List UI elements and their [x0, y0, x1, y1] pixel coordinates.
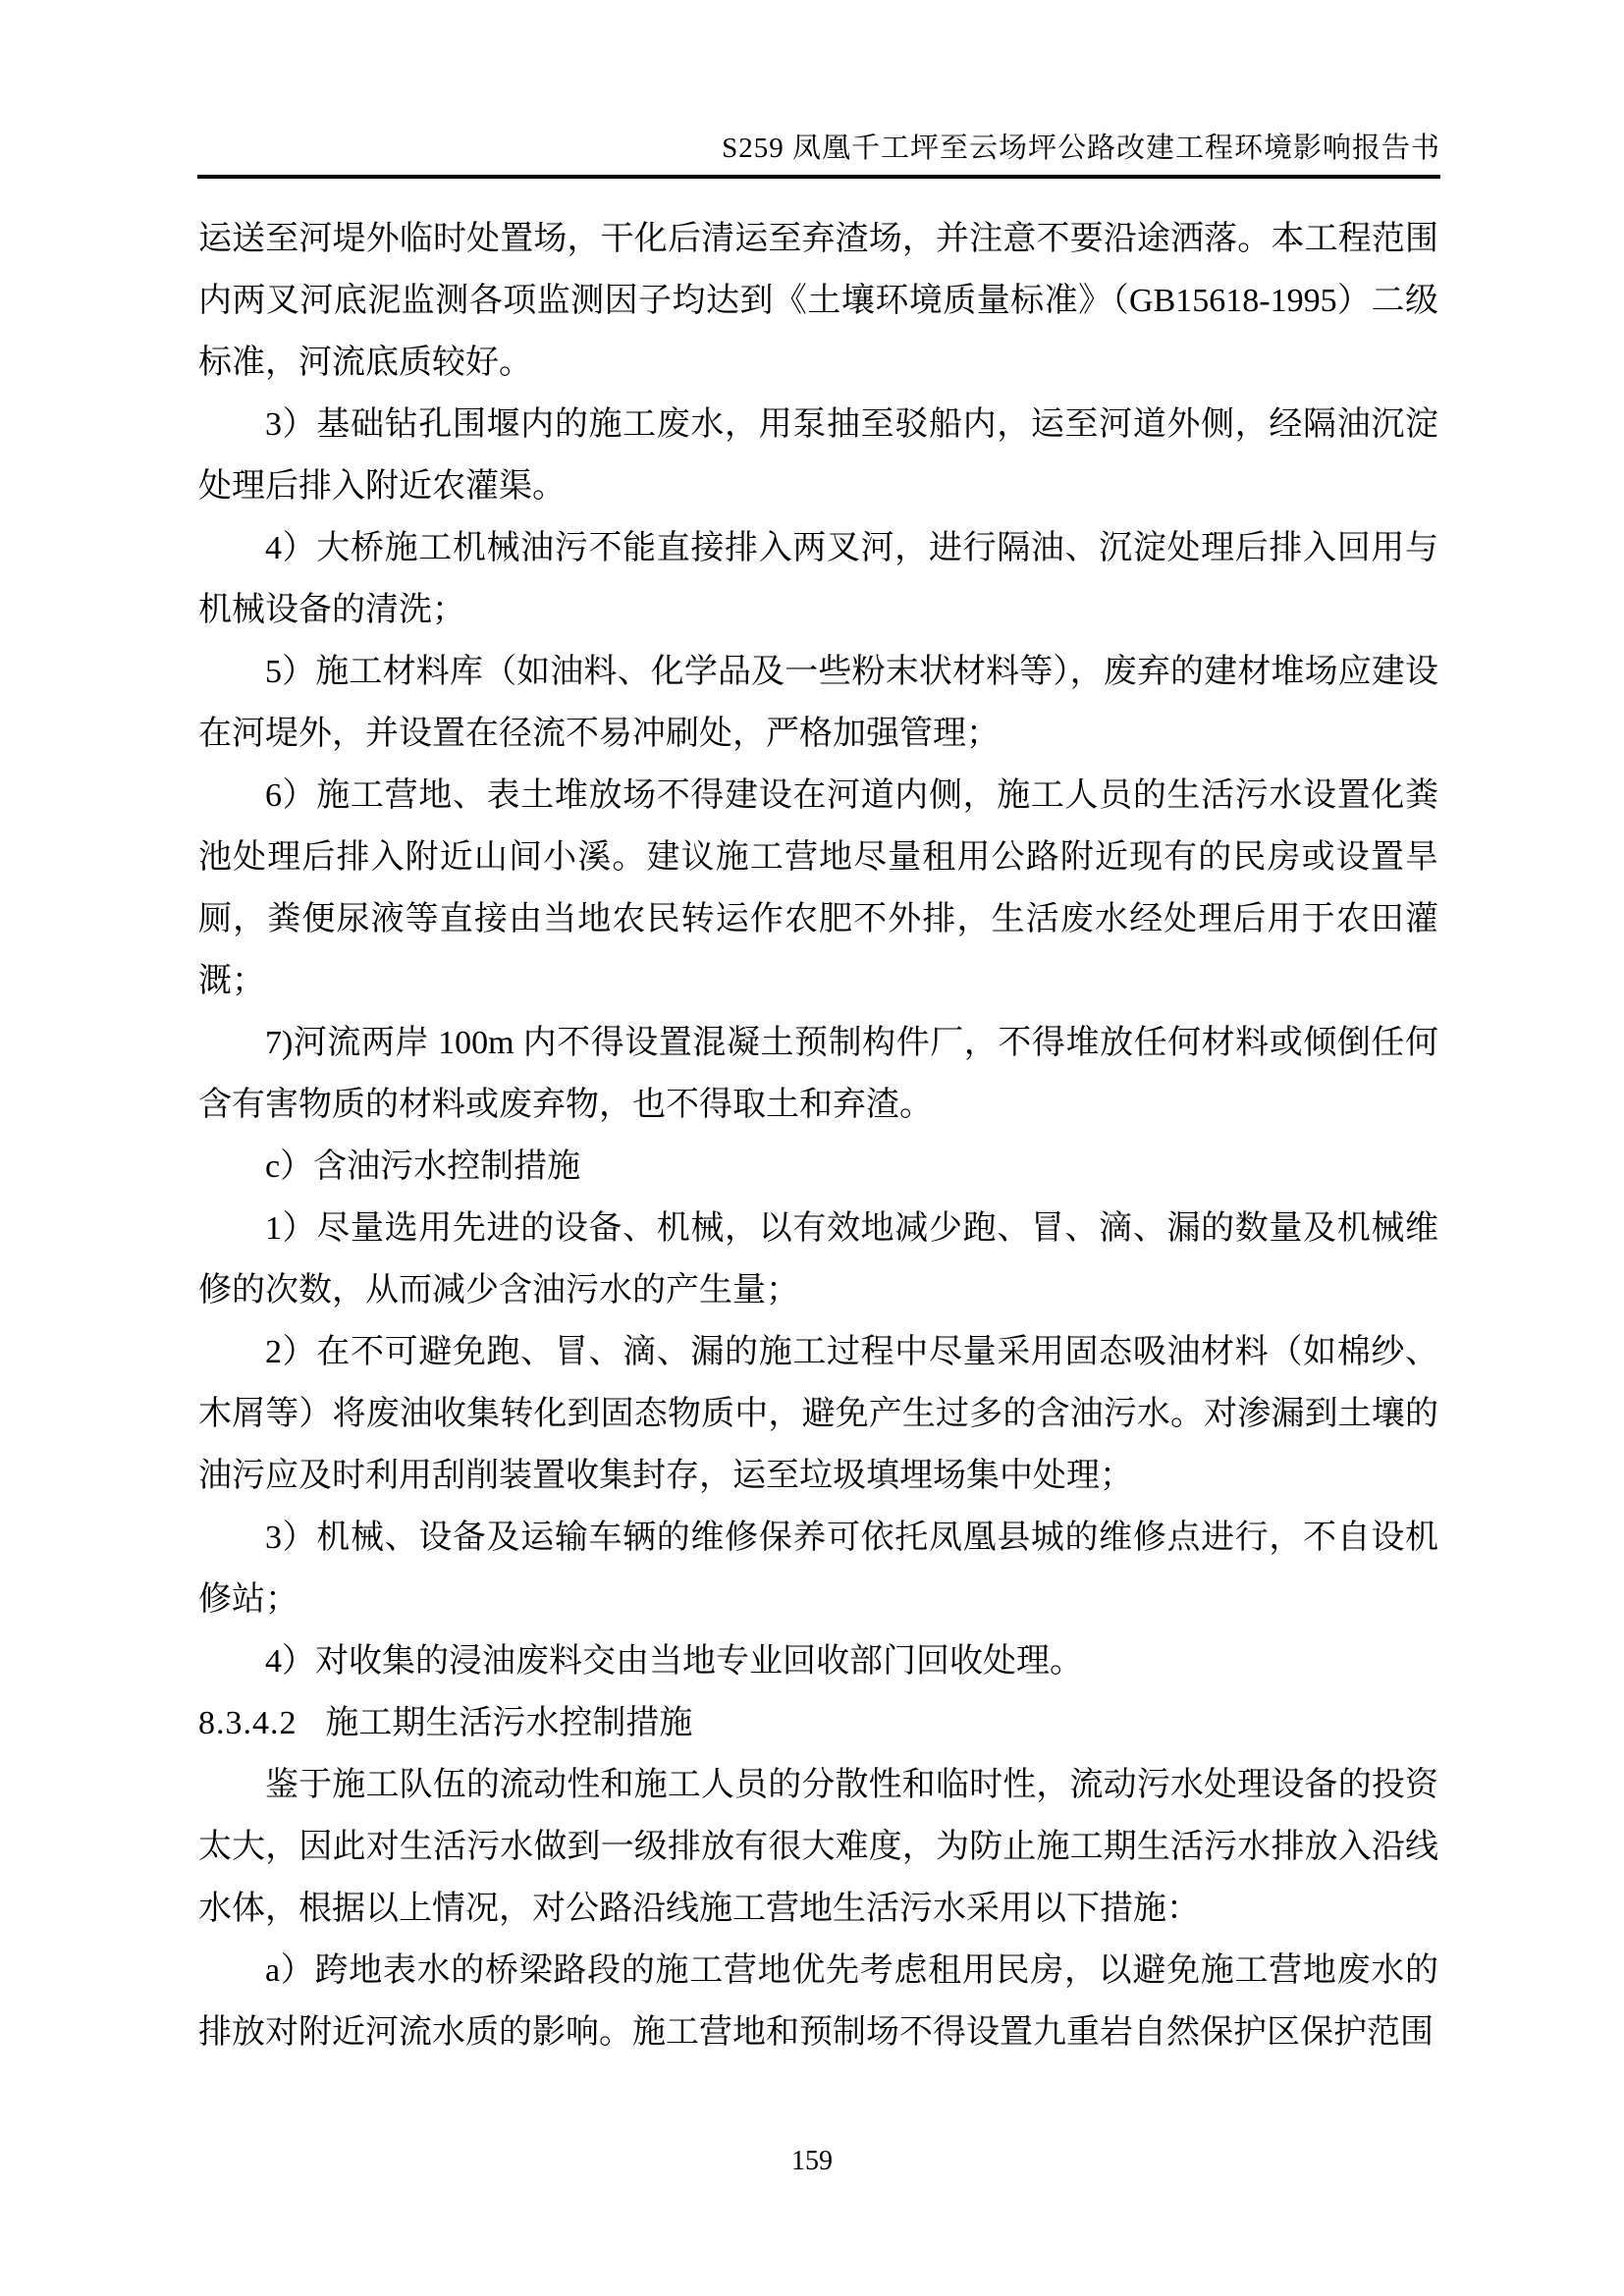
paragraph-item-4: 4）大桥施工机械油污不能直接排入两叉河，进行隔油、沉淀处理后排入回用与机械设备的清洗；	[198, 530, 1438, 628]
paragraph-oil-item-4: 4）对收集的浸油废料交由当地专业回收部门回收处理。	[265, 1643, 1083, 1680]
page-footer	[0, 2142, 1624, 2181]
paragraph-measure-a: a）跨地表水的桥梁路段的施工营地优先考虑租用民房，以避免施工营地废水的排放对附近河流水质的影响。施工营地和预制场不得设置九重岩自然保护区保护范围	[198, 1952, 1438, 2051]
section-heading	[198, 1692, 1438, 1754]
paragraph-item-5: 5）施工材料库（如油料、化学品及一些粉末状材料等），废弃的建材堆场应建设在河堤外，并设置在径流不易冲刷处，严格加强管理；	[198, 654, 1438, 752]
paragraph-oil-item-2: 2）在不可避免跑、冒、滴、漏的施工过程中尽量采用固态吸油材料（如棉纱、木屑等）将废油收集转化到固态物质中，避免产生过多的含油污水。对渗漏到土壤的油污应及时利用刮削装置收集封存，运至垃圾填埋场集中处理；	[198, 1334, 1438, 1494]
paragraph-item-3: 3）基础钻孔围堰内的施工废水，用泵抽至驳船内，运至河道外侧，经隔油沉淀处理后排入附近农灌渠。	[198, 406, 1438, 505]
paragraph-oil-item-3: 3）机械、设备及运输车辆的维修保养可依托凤凰县城的维修点进行，不自设机修站；	[198, 1520, 1438, 1618]
header-title: S259 凤凰千工坪至云场坪公路改建工程环境影响报告书	[722, 133, 1440, 164]
page-header	[197, 130, 1440, 179]
paragraph-item-c: c）含油污水控制措施	[265, 1148, 581, 1185]
paragraph-sewage-intro: 鉴于施工队伍的流动性和施工人员的分散性和临时性，流动污水处理设备的投资太大，因此对生活污水做到一级排放有很大难度，为防止施工期生活污水排放入沿线水体，根据以上情况，对公路沿线施工营地生活污水采用以下措施：	[198, 1767, 1438, 1927]
paragraph-continuation: 运送至河堤外临时处置场，干化后清运至弃渣场，并注意不要沿途洒落。本工程范围内两叉河底泥监测各项监测因子均达到《土壤环境质量标准》（GB15618-1995）二级标准，河流底质较好。	[198, 221, 1438, 381]
document-body	[198, 208, 1438, 2063]
paragraph-oil-item-1: 1）尽量选用先进的设备、机械，以有效地减少跑、冒、滴、漏的数量及机械维修的次数，从而减少含油污水的产生量；	[198, 1210, 1438, 1308]
page-number: 159	[791, 2146, 833, 2176]
section-title: 施工期生活污水控制措施	[325, 1705, 693, 1741]
paragraph-item-6: 6）施工营地、表土堆放场不得建设在河道内侧，施工人员的生活污水设置化粪池处理后排入附近山间小溪。建议施工营地尽量租用公路附近现有的民房或设置旱厕，粪便尿液等直接由当地农民转运作农肥不外排，生活废水经处理后用于农田灌溉；	[198, 777, 1438, 999]
paragraph-item-7: 7)河流两岸 100m 内不得设置混凝土预制构件厂，不得堆放任何材料或倾倒任何含有害物质的材料或废弃物，也不得取土和弃渣。	[198, 1025, 1438, 1123]
section-number: 8.3.4.2	[198, 1705, 298, 1741]
